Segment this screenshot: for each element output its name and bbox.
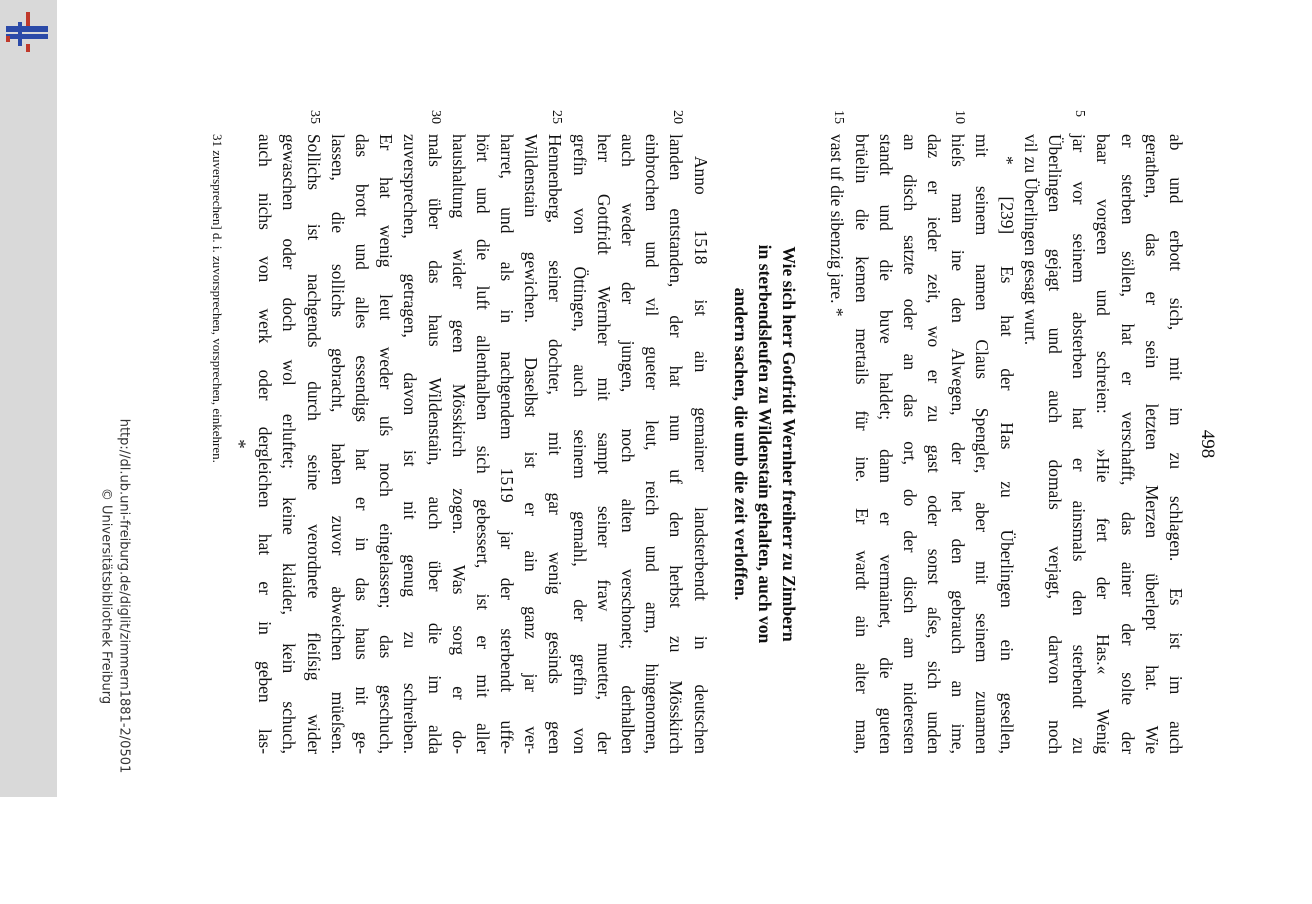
copyright-notice: © Universitätsbibliothek Freiburg	[98, 487, 114, 705]
text-line: Wildenstain gewichen. Daselbst ist er ain ganz jar ver-	[521, 134, 542, 754]
chapter-heading	[729, 134, 802, 754]
paragraph-3	[253, 110, 713, 754]
line-number: 10	[951, 110, 967, 124]
text-line: Er hat wenig leut weder uſs noch eingelassen; das geschuch,	[376, 134, 397, 754]
line-number: 15	[830, 110, 846, 124]
heading-line: Wie sich herr Gotfridt Wernher freiherr zu Zimbern	[779, 246, 800, 642]
text-line: lassen, die sollichs gebracht, haben zuvor abweichen müeſsen.	[327, 134, 348, 754]
text-line: Hennenberg, seiner dochter, mit gar wenig gesinds geen	[545, 134, 566, 754]
heading-line: andern sachen, die umb die zeit verloffen.	[730, 287, 751, 601]
text-line: gewaschen oder doch wol erluftet; keine klaider, kein schuch,	[279, 134, 300, 754]
text-line: mit seinem namen Claus Spengler, aber mit seinem zunamen	[972, 134, 993, 754]
text-line: * [239] Es hat der Has zu Überlingen ein gesellen,	[996, 156, 1017, 754]
footnote: 31 zuversprechen] d. i. zuvorsprechen, vorsprechen, einkehren.	[210, 134, 226, 463]
separator	[815, 134, 825, 754]
text-line: landen entstanden, der hat nun uf den herbst zu Mösskirch	[666, 134, 687, 754]
text-line: zuversprechen, getragen, davon ist nit genug zu schreiben.	[400, 134, 421, 754]
text-line: das brott und alles essendigs hat er in das haus nit ge-	[352, 134, 372, 754]
line-number: 20	[669, 110, 685, 124]
text-line: Überlingen gejagt und auch domals verjagt, darvon noch	[1045, 134, 1066, 754]
text-line: gerathen, das er sein letzten Merzen überlept hat. Wie	[1141, 134, 1162, 754]
source-url[interactable]: http://dl.ub.uni-freiburg.de/diglit/zimmern1881-2/0501	[116, 418, 132, 774]
text-line: hört und die luft allenthalben sich gebessert, ist er mit aller	[472, 134, 493, 754]
end-star: *	[228, 439, 250, 449]
viewer-sidebar	[0, 0, 132, 797]
text-line: baar vorgeen und schreien: »Hie fert der Has.« Wenig	[1093, 134, 1114, 754]
paragraph-1	[1019, 110, 1188, 754]
text-line: auch nichs von werk oder dergleichen hat er in geben las-	[255, 134, 276, 754]
text-line: an disch satzte oder an das ort, do der disch am nideresten	[899, 134, 920, 754]
page-content	[210, 110, 1218, 754]
heading-line: in sterbendsleufen zu Wildenstain gehalten, auch von	[755, 244, 775, 644]
text-line: daz er ieder zeit, wo er zu gast oder sonst aſse, sich unden	[924, 134, 945, 754]
text-line: er sterben söllen, hat er verschafft, das ainer der solte der	[1117, 134, 1138, 754]
text-line: mals über das haus Wildenstain, auch über die im alda	[424, 134, 445, 754]
text-line: vast uf die sibenzig jare. *	[827, 134, 848, 317]
sidebar-caption	[83, 289, 133, 904]
text-line: Anno 1518 ist ain gemainer landsterbendt in deutschen	[690, 156, 711, 754]
text-line: brüelin die kemen mertails für ine. Er wardt ain alter man,	[851, 134, 872, 754]
text-line: ab und erbott sich, mit im zu schlagen. Es ist im auch	[1166, 134, 1186, 754]
text-line: einbrochen und vil gueter leut, reich und arm, hingenomen,	[642, 134, 663, 754]
text-line: haushaltung wider geen Mösskirch zogen. Was sorg er do-	[448, 134, 469, 754]
line-number: 30	[427, 110, 443, 124]
text-line: harret, und als in nachgendem 1519 jar der sterbendt uffe-	[497, 134, 518, 754]
text-line: auch weder der jungen, noch alten verschonet; derhalben	[618, 134, 639, 754]
university-logo-icon	[6, 10, 48, 52]
text-line: grefin von Öttingen, auch seinem gemahl, der grefin von	[569, 134, 590, 754]
text-line: hieſs man ine den Alwegen, der het den gebrauch an ime,	[948, 134, 969, 754]
line-number: 5	[1072, 110, 1087, 117]
text-line: standt und die buve haldet; dann er vermainet, die gueten	[875, 134, 896, 754]
paragraph-2	[825, 110, 1019, 754]
text-line: Sollichs ist nachgends durch seine verordnete fleiſsig wider	[303, 134, 324, 754]
text-line: jar vor seinem absterben hat er ainsmals den sterbendt zu	[1069, 134, 1090, 754]
line-number: 35	[306, 110, 322, 124]
text-line: herr Gottfridt Wernher mit sampt seiner fraw muetter, der	[593, 134, 614, 754]
line-number: 25	[548, 110, 564, 124]
page-number: 498	[1197, 429, 1218, 459]
text-line: vil zu Überlingen gesagt wurt.	[1020, 134, 1041, 346]
